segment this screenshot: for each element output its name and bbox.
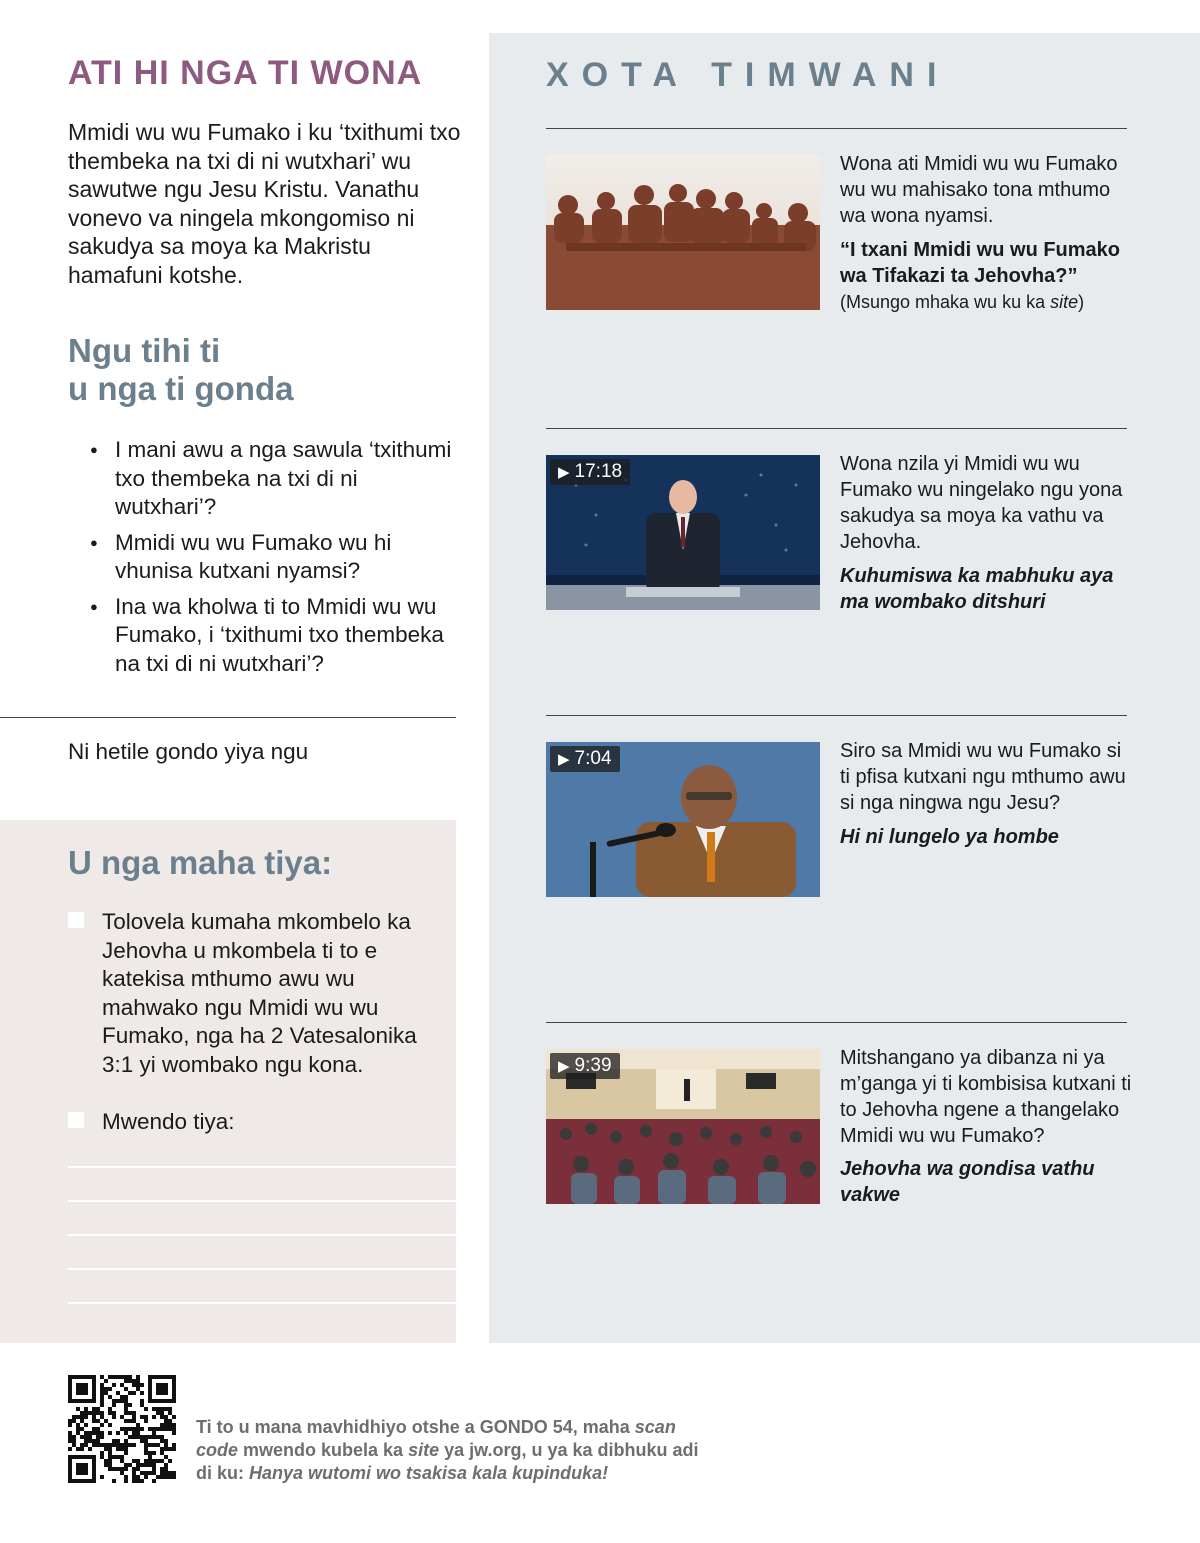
questions-title: [68, 332, 293, 408]
question-item: ● I mani awu a nga sawula ‘txithumi txo thembeka na txi di ni wutxhari’?: [90, 436, 460, 522]
video-description: Mitshangano ya dibanza ni ya m’ganga yi ti kombisisa kutxani ti to Jehovha ngene a thangelako Mmidi wu wu Fumako?: [840, 1047, 1132, 1147]
video-link[interactable]: Kuhumiswa ka mabhuku aya ma wombako ditshuri: [840, 565, 1114, 613]
qr-code-graphic: [68, 1375, 176, 1483]
play-icon: ▶: [558, 464, 570, 481]
video-duration: ▶ 9:39: [550, 1053, 620, 1079]
qr-code-icon[interactable]: [68, 1375, 176, 1483]
question-item: ● Mmidi wu wu Fumako wu hi vhunisa kutxani nyamsi?: [90, 529, 460, 586]
footer-instructions: Ti to u mana mavhidhiyo otshe a GONDO 54, maha scan code mwendo kubela ka site ya jw.org, u ya ka dibhuku adi di ku: Hanya wutomi wo tsakisa kala kupinduka!: [196, 1417, 699, 1483]
video-duration: ▶ 17:18: [550, 459, 630, 485]
write-line[interactable]: [68, 1200, 456, 1202]
learned-label: Ni hetile gondo yiya ngu: [68, 739, 309, 764]
play-icon: ▶: [558, 751, 570, 768]
try-panel: [0, 820, 456, 1343]
video-thumbnail-hall[interactable]: [546, 1049, 820, 1204]
video-thumbnail-presenter[interactable]: [546, 455, 820, 610]
try-item-label: Tolovela kumaha mkombelo ka Jehovha u mkombela ti to e katekisa mthumo awu wu mahwako ngu Mmidi wu wu Fumako, nga ha 2 Vatesalonika 3:1 yi wombako ngu kona.: [102, 909, 417, 1077]
video-link-title[interactable]: “I txani Mmidi wu wu Fumako wa Tifakazi ta Jehovha?”: [840, 239, 1121, 287]
video-description: Siro sa Mmidi wu wu Fumako si ti pfisa kutxani ngu mthumo awu si nga ningwa ngu Jesu?: [840, 740, 1126, 814]
video-thumbnail-speaker[interactable]: [546, 742, 820, 897]
try-item-label: Mwendo tiya:: [102, 1109, 235, 1134]
try-item-other[interactable]: [68, 1108, 438, 1137]
write-line[interactable]: [68, 1302, 456, 1304]
video-note: (Msungo mhaka wu ku ka site): [840, 292, 1085, 312]
summary-body: Mmidi wu wu Fumako i ku ‘txithumi txo thembeka na txi di ni wutxhari’ wu sawutwe ngu Jesu Kristu. Vanathu vonevo va ningela mkongomiso ni sakudya sa moya ka Makristu hamafuni kotshe.: [68, 119, 461, 288]
video-description: Wona nzila yi Mmidi wu wu Fumako wu ningelako ngu yona sakudya sa moya ka vathu va Jehovha.: [840, 453, 1123, 553]
questions-title-line1: Ngu tihi ti: [68, 332, 221, 369]
write-line[interactable]: [68, 1234, 456, 1236]
divider: [546, 128, 1127, 129]
summary-title: ATI HI NGA TI WONA: [68, 54, 423, 92]
questions-title-line2: u nga ti gonda: [68, 370, 294, 407]
explore-title: XOTA TIMWANI: [546, 56, 950, 94]
divider: [546, 1022, 1127, 1023]
divider: [546, 715, 1127, 716]
divider: [546, 428, 1127, 429]
write-line[interactable]: [68, 1268, 456, 1270]
video-duration: ▶ 7:04: [550, 746, 620, 772]
checkbox[interactable]: [68, 912, 84, 928]
divider: [0, 717, 456, 718]
video-thumbnail-meeting[interactable]: [546, 155, 820, 310]
try-item-prayer[interactable]: [68, 908, 438, 1079]
question-item: ● Ina wa kholwa ti to Mmidi wu wu Fumako, i ‘txithumi txo thembeka na txi di ni wutxhari’?: [90, 593, 460, 679]
play-icon: ▶: [558, 1058, 570, 1075]
try-title: U nga maha tiya:: [68, 844, 333, 881]
video-link[interactable]: Hi ni lungelo ya hombe: [840, 826, 1059, 848]
questions-list: [90, 436, 460, 685]
video-link[interactable]: Jehovha wa gondisa vathu vakwe: [840, 1158, 1095, 1206]
video-link[interactable]: [840, 237, 1132, 315]
write-line[interactable]: [68, 1166, 456, 1168]
video-description: Wona ati Mmidi wu wu Fumako wu wu mahisako tona mthumo wa wona nyamsi.: [840, 153, 1118, 227]
silhouette-meeting-image: [546, 155, 820, 310]
checkbox[interactable]: [68, 1112, 84, 1128]
